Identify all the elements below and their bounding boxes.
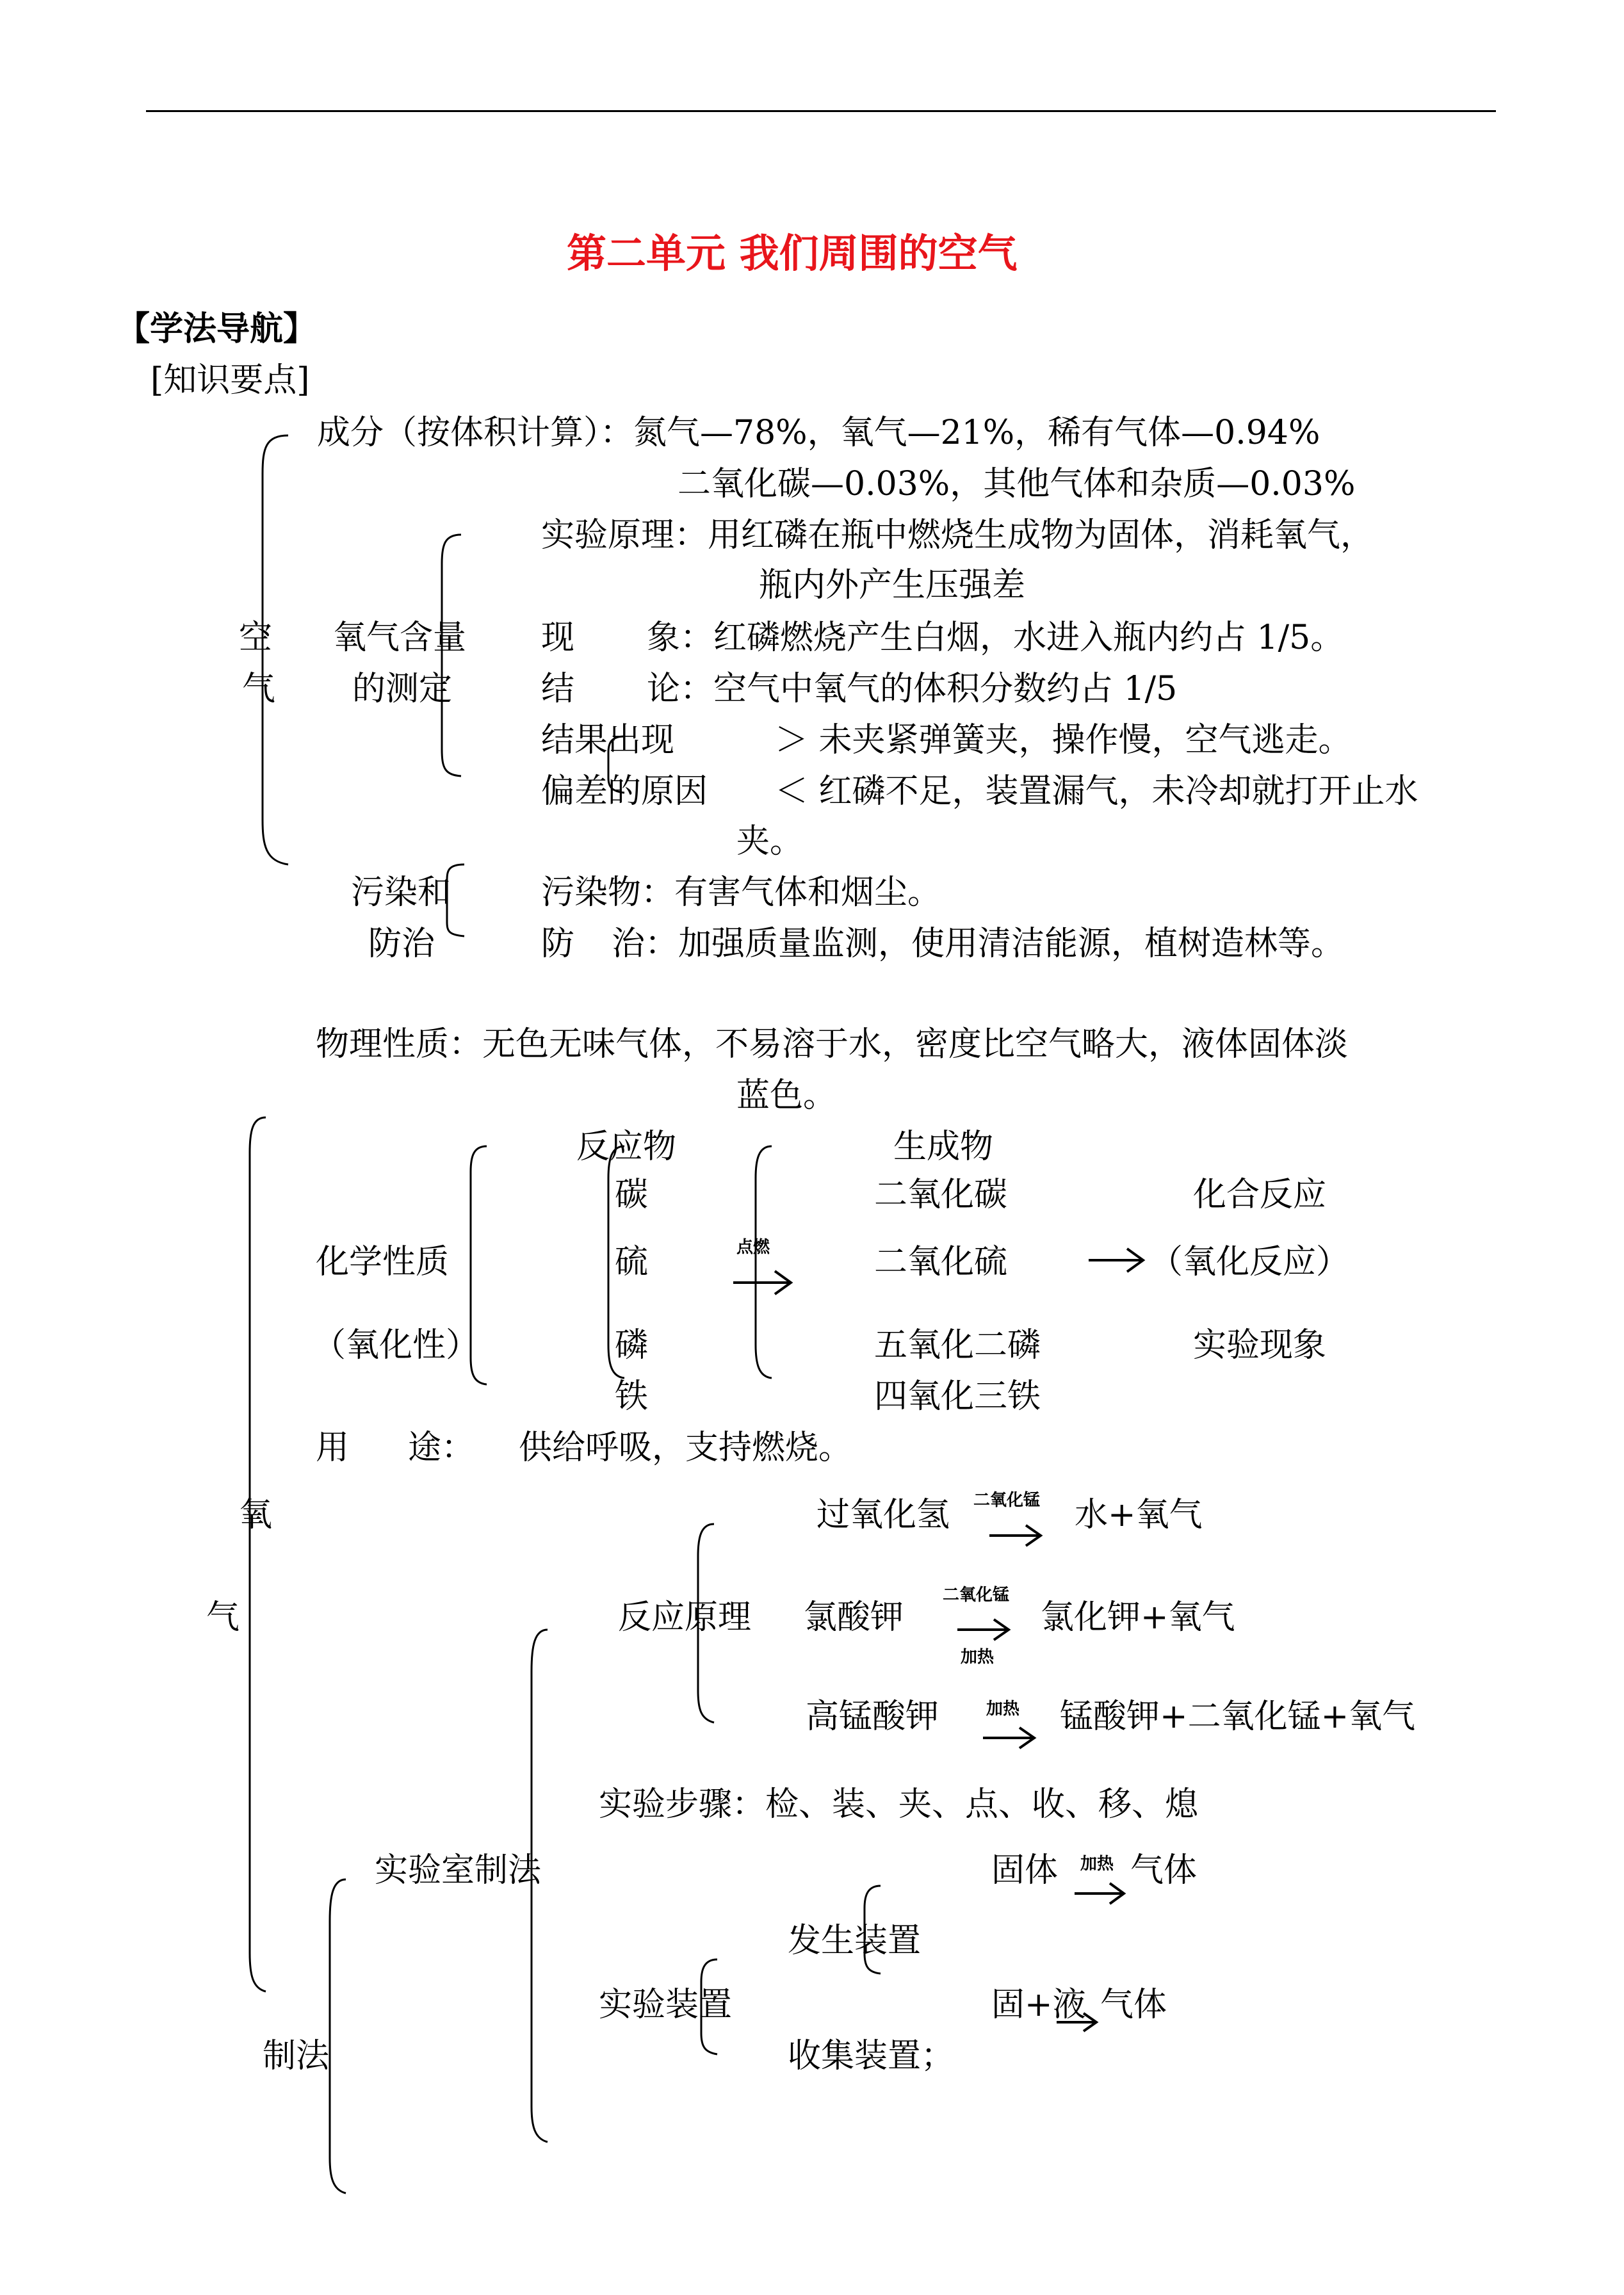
reaction-arrow-2 — [957, 1619, 1009, 1640]
composition-line-1: 成分（按体积计算）：氮气—78%，氧气—21%，稀有气体—0.94% — [317, 414, 1320, 452]
subsection-heading: [知识要点] — [150, 361, 310, 400]
reaction-2-reactant: 氯酸钾 — [804, 1598, 904, 1637]
oxygen-label-1: 氧 — [239, 1496, 273, 1534]
ignite-arrow — [733, 1271, 791, 1294]
solid-arrow — [1075, 1883, 1124, 1904]
lab-label: 实验室制法 — [375, 1851, 542, 1890]
oxygen-measure-label-1: 氧气含量 — [333, 619, 467, 657]
use-text: 供给呼吸，支持燃烧。 — [519, 1429, 852, 1467]
reaction-3-product: 锰酸钾+二氧化锰+氧气 — [1060, 1698, 1416, 1736]
reaction-2-product: 氯化钾+氧气 — [1041, 1598, 1235, 1637]
page-title: 第二单元 我们周围的空气 — [567, 230, 1018, 277]
reactant-header: 反应物 — [576, 1128, 677, 1166]
reaction-1-condition: 二氧化锰 — [973, 1491, 1041, 1510]
chem-label-2: （氧化性） — [313, 1326, 480, 1365]
product-co2: 二氧化碳 — [874, 1176, 1008, 1214]
reaction-2-condition-bottom: 加热 — [961, 1648, 995, 1667]
pollutant-text: 污染物：有害气体和烟尘。 — [541, 873, 941, 912]
pollution-label-1: 污染和 — [351, 873, 451, 912]
error-label-2: 偏差的原因 — [541, 772, 708, 811]
prep-brace — [330, 1879, 346, 2193]
gen-solid-condition: 加热 — [1080, 1854, 1114, 1874]
composition-line-2: 二氧化碳—0.03%，其他气体和杂质—0.03% — [678, 465, 1356, 503]
conclusion-key: 结 — [541, 670, 575, 708]
principle-line-2: 瓶内外产生压强差 — [759, 566, 1026, 604]
steps-text: 实验步骤：检、装、夹、点、收、移、熄 — [599, 1785, 1199, 1824]
prevention-text: 治：加强质量监测，使用清洁能源，植树造林等。 — [612, 925, 1345, 963]
generator-label: 发生装置 — [788, 1922, 922, 1960]
reactant-phosphorus: 磷 — [615, 1326, 649, 1365]
reactant-carbon: 碳 — [615, 1176, 649, 1214]
error-low-2: 夹。 — [736, 822, 804, 861]
error-label-1: 结果出现 — [541, 721, 675, 759]
reaction-2-condition-top: 二氧化锰 — [943, 1585, 1010, 1605]
phenomenon-text: 象：红磷燃烧产生白烟，水进入瓶内约占 1/5。 — [647, 619, 1344, 657]
physical-line-2: 蓝色。 — [736, 1076, 837, 1115]
reaction-arrow-3 — [983, 1728, 1034, 1748]
product-p2o5: 五氧化二磷 — [874, 1326, 1041, 1365]
air-label-1: 空 — [239, 619, 273, 657]
section-heading: 【学法导航】 — [117, 310, 317, 348]
reaction-type-1: 化合反应 — [1193, 1176, 1327, 1214]
product-header: 生成物 — [893, 1128, 994, 1166]
product-fe3o4: 四氧化三铁 — [874, 1377, 1041, 1416]
reactant-iron: 铁 — [615, 1377, 649, 1416]
reaction-arrow-1 — [989, 1525, 1041, 1546]
physical-line-1: 物理性质：无色无味气体，不易溶于水，密度比空气略大，液体固体淡 — [316, 1025, 1349, 1064]
apparatus-label: 实验装置 — [599, 1986, 733, 2024]
gen-gas: 气体 — [1130, 1851, 1198, 1890]
oxygen-brace — [250, 1117, 266, 1991]
gen-solid: 固体 — [991, 1851, 1059, 1890]
principle-label: 反应原理 — [618, 1598, 752, 1637]
ignite-condition: 点燃 — [736, 1238, 770, 1257]
reaction-type-3: 实验现象 — [1193, 1326, 1327, 1365]
reaction-3-condition: 加热 — [986, 1699, 1020, 1719]
principle-line-1: 实验原理：用红磷在瓶中燃烧生成物为固体，消耗氧气， — [541, 516, 1374, 555]
use-label: 用 — [316, 1429, 350, 1467]
oxygen-label-2: 气 — [206, 1598, 240, 1637]
chem-label-1: 化学性质 — [316, 1243, 450, 1281]
reaction-3-reactant: 高锰酸钾 — [806, 1698, 939, 1736]
type-arrow — [1089, 1249, 1143, 1272]
product-brace — [756, 1146, 772, 1378]
product-so2: 二氧化硫 — [874, 1243, 1008, 1281]
oxygen-measure-label-2: 的测定 — [352, 670, 453, 708]
prep-label: 制法 — [263, 2037, 330, 2075]
error-high: ＞ 未夹紧弹簧夹，操作慢，空气逃走。 — [775, 721, 1352, 759]
reaction-type-2: （氧化反应） — [1149, 1243, 1350, 1281]
gen-gas-2: 气体 — [1100, 1986, 1167, 2024]
use-label-2: 途： — [408, 1429, 475, 1467]
phenomenon-key: 现 — [541, 619, 575, 657]
pollution-label-2: 防治 — [368, 925, 435, 963]
reaction-1-product: 水+氧气 — [1075, 1496, 1203, 1534]
collector-label: 收集装置； — [788, 2037, 955, 2075]
reactant-sulfur: 硫 — [615, 1243, 649, 1281]
reaction-1-reactant: 过氧化氢 — [816, 1496, 950, 1534]
air-label-2: 气 — [242, 670, 276, 708]
gen-mixed: 固+液 — [991, 1986, 1086, 2024]
conclusion-text: 论：空气中氧气的体积分数约占 1/5 — [647, 670, 1178, 708]
prevention-key: 防 — [541, 925, 575, 963]
error-low-1: ＜ 红磷不足，装置漏气，未冷却就打开止水 — [775, 772, 1418, 811]
